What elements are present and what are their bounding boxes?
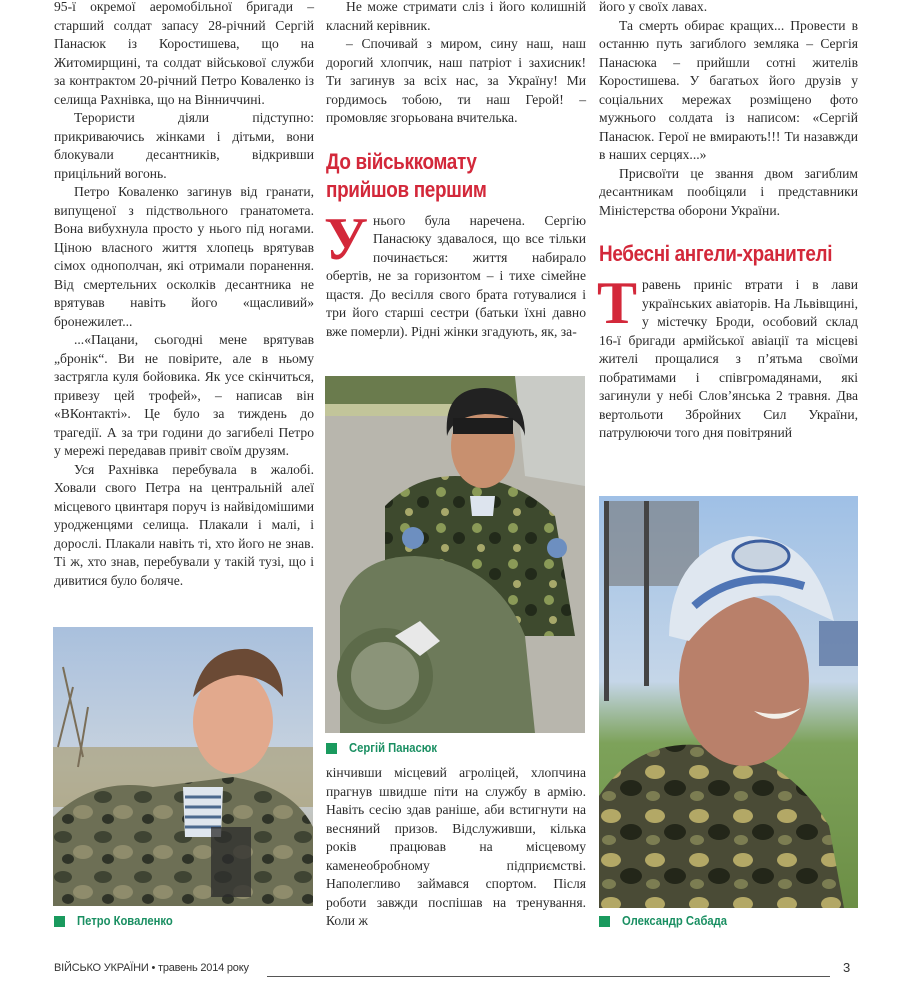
caption-bullet-icon <box>599 916 610 927</box>
article-paragraph: Терористи діяли підступно: прикриваючись жінками і дітьми, вони блокували десантників, відкривши прицільний вогонь. <box>54 110 314 181</box>
portrait-soldier-image <box>53 627 313 906</box>
column-2 <box>326 0 586 341</box>
lead-text: нього була наречена. Сергію Панасюку здавалося, що все тільки починається: життя набирало обертів, не за горизонтом – і тихе сімейне щастя. До весілля свого брата готувалися і три його старші сестри (батьки їхні давно вже померли). Рідні жінки згадують, як, за- <box>326 212 586 339</box>
drop-cap: Т <box>597 270 638 336</box>
drop-cap: У <box>324 205 369 272</box>
caption-bullet-icon <box>54 916 65 927</box>
article-paragraph: Присвоїти це звання двом загиблим десантникам пообіцяли і представники Міністерства оборони України. <box>599 165 858 218</box>
section-heading: Небесні ангели-хранителі <box>599 241 833 266</box>
publication-name: ВІЙСЬКО УКРАЇНИ <box>54 962 149 974</box>
issue-date: травень 2014 року <box>157 962 249 974</box>
article-paragraph: Уся Рахнівка перебувала в жалобі. Ховали свого Петра на центральній алеї місцевого цвинтаря поруч із найвідомішими уродженцями селища. Плакали і малі, і дорослі. Плакали навіть ті, хто його не знав. Ті ж, хто знав, перебували у такій тузі, що і дивитися було боляче. <box>54 461 314 588</box>
caption-text: Олександр Сабада <box>622 914 728 928</box>
lead-paragraph <box>597 270 858 443</box>
caption-bullet-icon <box>326 743 337 754</box>
column-1 <box>54 0 314 590</box>
caption-text: Сергій Панасюк <box>349 741 438 755</box>
section-heading <box>326 148 550 204</box>
portrait-smiling-soldier-image <box>599 496 858 908</box>
article-paragraph: кінчивши місцевий агроліцей, хлопчина прагнув швидше піти на службу в армію. Навіть сесію здав раніше, аби встигнути на весняний призов. Відслуживши, кілька років працював на місцевому каменеобробному підприємстві. Наполегливо займався спортом. Після роботи завжди поспішав на тренування. Коли ж <box>326 765 586 928</box>
page-number: 3 <box>843 960 851 975</box>
photo-caption <box>599 914 739 928</box>
photo-oleksandr-sabada <box>599 496 858 908</box>
photo-caption <box>326 741 447 755</box>
article-paragraph: – Спочивай з миром, сину наш, наш дорогий хлопчик, наш патріот і захисник! Ти загинув за всіх нас, за Україну! Ми гордимось тобою, ти наш Герой! – промовляє згорьована вчителька. <box>326 36 586 125</box>
photo-petro-kovalenko <box>53 627 313 906</box>
footer-publication-info <box>54 962 249 974</box>
lead-text: равень приніс втрати і в лави українських авіаторів. На Львівщині, у містечку Броди, особовий склад 16-ї бригади армійської авіації та місцеві жителі прощалися з п’ятьма своїми побратимами і співгромадянами, які загинули у небі Слов’янська 2 травня. Два вертольоти Збройних Сил України, патрулюючи того дня повітряний <box>599 277 858 440</box>
photo-caption <box>54 914 183 928</box>
caption-text: Петро Коваленко <box>77 914 173 928</box>
section-heading-line: прийшов першим <box>326 176 487 202</box>
footer-rule <box>267 976 830 977</box>
article-paragraph: Та смерть обирає кращих... Провести в останню путь загиблого земляка – Сергія Панасюка – прийшли сотні жителів Коростишева. У багатьох його друзів у соціальних мережах розміщено фото мужнього солдата із написом: «Сергій Панасюк. Герої не вмирають!!! Ти назавжди в наших серцях...» <box>599 17 858 162</box>
article-paragraph: його у своїх лавах. <box>599 0 708 14</box>
lead-paragraph <box>324 205 586 342</box>
article-paragraph: 95-ї окремої аеромобільної бригади – старший солдат запасу 28-річний Сергій Панасюк із Коростишева, що на Житомирщині, та солдат військової служби за контрактом 20-річний Петро Коваленко із селища Рахнівка, що на Вінниччині. <box>54 0 314 107</box>
column-2-continuation <box>326 764 586 931</box>
article-paragraph: Не може стримати сліз і його колишній класний керівник. <box>326 0 586 33</box>
footer-separator: • <box>151 962 156 974</box>
photo-serhii-panasiuk <box>325 376 585 733</box>
article-paragraph: Петро Коваленко загинув від гранати, випущеної з підствольного гранатомета. Вона вибухнула просто у нього під ногами. Ціною власного життя хлопець врятував сімох однополчан, які отримали поранення. Від смертельних осколків десантника не врятував навіть його «щасливий» бронежилет... <box>54 184 314 329</box>
portrait-soldier-on-vehicle-image <box>325 376 585 733</box>
column-3 <box>599 0 858 443</box>
article-paragraph: ...«Пацани, сьогодні мене врятував „бронік“. Ви не повірите, але в ньому застрягла куля бойовика. Як усе скінчиться, привезу цей трофей», – написав він «ВКонтакті». Це було за тиждень до трагедії. А за три години до загибелі Петро у мережі передавав привіт своїм друзям. <box>54 332 314 458</box>
section-heading-line: До військкомату <box>326 148 477 174</box>
